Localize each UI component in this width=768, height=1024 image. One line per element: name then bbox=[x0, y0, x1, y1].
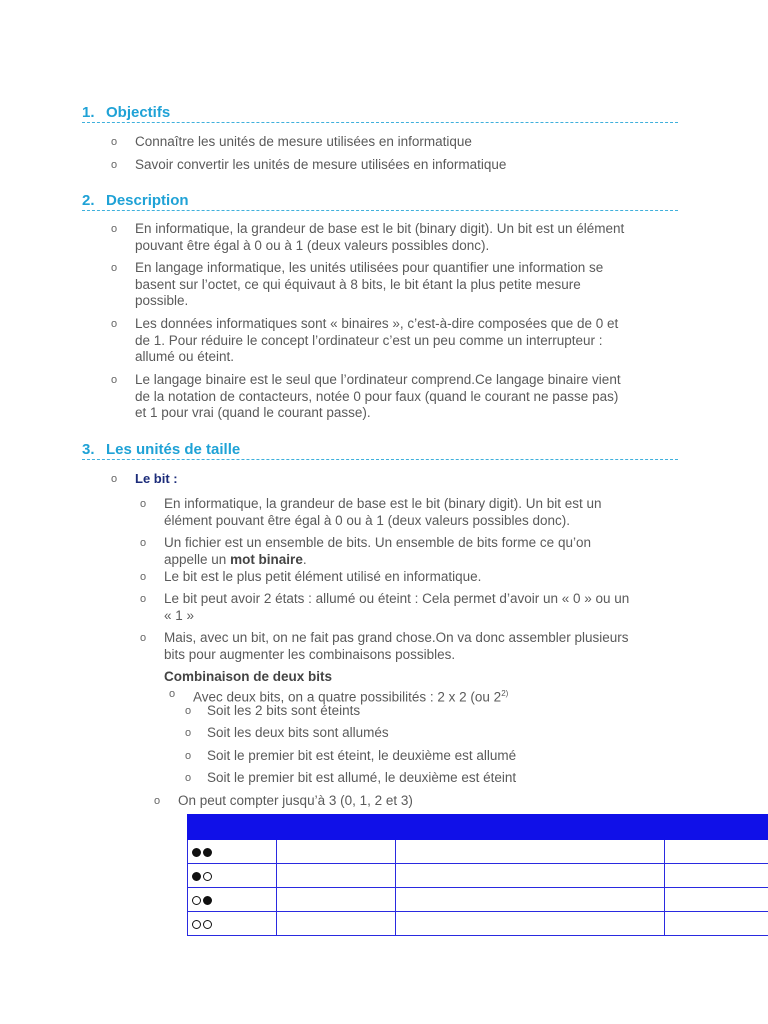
bit-off-icon bbox=[192, 896, 201, 905]
list-item: o Soit le premier bit est allumé, le deuxième est éteint bbox=[185, 770, 517, 785]
list-item: o En informatique, la grandeur de base est le bit (binary digit). Un bit est un élément pouvant être égal à 0 ou à 1 (deux valeurs possibles donc). bbox=[140, 496, 602, 528]
bit-pair-cell bbox=[188, 888, 277, 912]
list-item: o En langage informatique, les unités utilisées pour quantifier une information se basent sur l’octet, ce qui équivaut à 8 bits, le bit étant la plus petite mesure possible. bbox=[111, 260, 604, 308]
heading-description: 2. Description bbox=[82, 192, 678, 211]
bit-combination-table bbox=[187, 814, 768, 936]
list-item: o Connaître les unités de mesure utilisées en informatique bbox=[111, 134, 472, 149]
heading-objectifs: 1. Objectifs bbox=[82, 104, 678, 123]
table-row bbox=[188, 888, 768, 912]
list-item: o Savoir convertir les unités de mesure utilisées en informatique bbox=[111, 157, 507, 172]
bit-on-icon bbox=[203, 896, 212, 905]
bit-off-icon bbox=[192, 920, 201, 929]
bit-on-icon bbox=[192, 848, 201, 857]
list-item: o Soit les 2 bits sont éteints bbox=[185, 703, 361, 718]
list-item: o Un fichier est un ensemble de bits. Un ensemble de bits forme ce qu’on appelle un mot binaire. bbox=[140, 535, 591, 567]
combo-title: Combinaison de deux bits bbox=[164, 669, 333, 684]
table-row bbox=[188, 864, 768, 888]
list-item: o Le langage binaire est le seul que l’ordinateur comprend.Ce langage binaire vient de la notation de contacteurs, notée 0 pour faux (quand le courant ne passe pas) et 1 pour vrai (quand le courant passe). bbox=[111, 372, 621, 420]
bit-pair-cell bbox=[188, 864, 277, 888]
list-item: o Mais, avec un bit, on ne fait pas grand chose.On va donc assembler plusieurs bits pour augmenter les combinaisons possibles. bbox=[140, 630, 629, 662]
list-item: o On peut compter jusqu’à 3 (0, 1, 2 et 3) bbox=[154, 793, 413, 808]
list-item: o Le bit peut avoir 2 états : allumé ou éteint : Cela permet d’avoir un « 0 » ou un « 1 » bbox=[140, 591, 630, 623]
bit-off-icon bbox=[203, 920, 212, 929]
table-row bbox=[188, 912, 768, 936]
bit-on-icon bbox=[203, 848, 212, 857]
list-item: o Le bit est le plus petit élément utilisé en informatique. bbox=[140, 569, 482, 584]
list-item: o Soit le premier bit est éteint, le deuxième est allumé bbox=[185, 748, 517, 763]
bit-off-icon bbox=[203, 872, 212, 881]
list-item: o Soit les deux bits sont allumés bbox=[185, 725, 389, 740]
heading-unites-de-taille: 3. Les unités de taille bbox=[82, 441, 678, 460]
bit-on-icon bbox=[192, 872, 201, 881]
table-header-row bbox=[188, 815, 768, 840]
table-row bbox=[188, 840, 768, 864]
bit-pair-cell bbox=[188, 912, 277, 936]
list-item: o En informatique, la grandeur de base est le bit (binary digit). Un bit est un élément pouvant être égal à 0 ou à 1 (deux valeurs possibles donc). bbox=[111, 221, 625, 253]
list-item: o Les données informatiques sont « binaires », c’est-à-dire composées que de 0 et de 1. Pour réduire le concept l’ordinateur c’est un peu comme un interrupteur : allumé ou éteint. bbox=[111, 316, 619, 364]
bit-pair-cell bbox=[188, 840, 277, 864]
list-item: o Avec deux bits, on a quatre possibilités : 2 x 2 (ou 2$^{2)}$ bbox=[169, 688, 509, 705]
subheading-le-bit: o Le bit : bbox=[111, 471, 178, 486]
